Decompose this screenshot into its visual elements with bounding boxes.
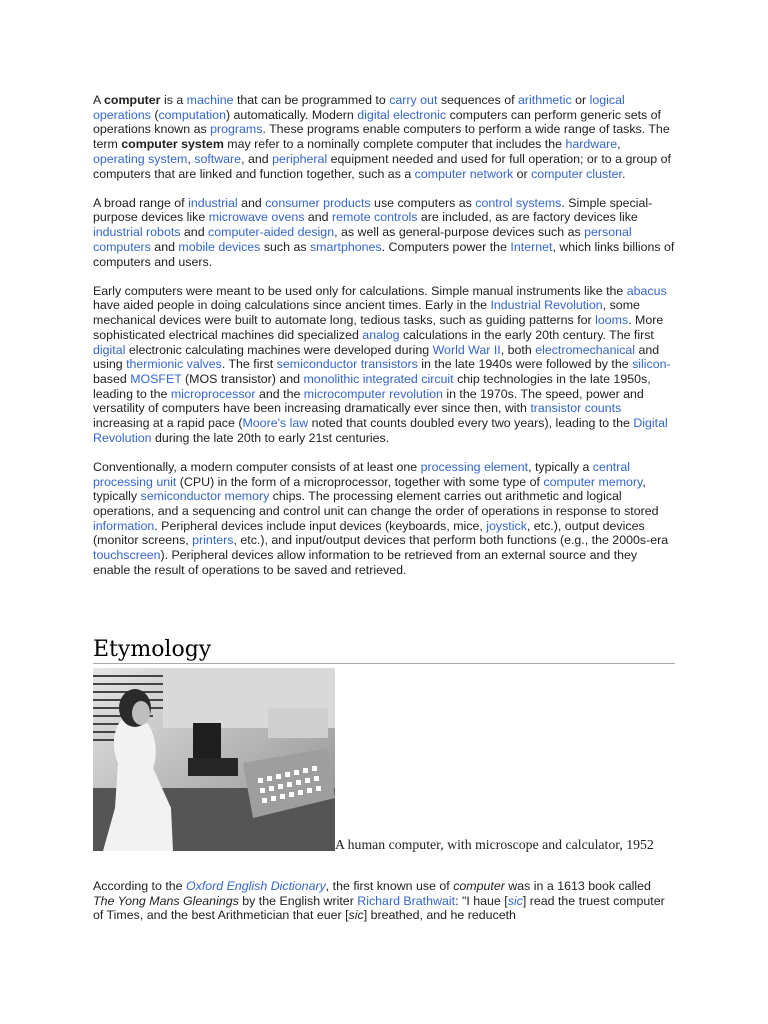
link-silicon[interactable]: silicon- xyxy=(632,357,671,372)
section-heading-etymology: Etymology xyxy=(93,637,212,662)
link-mobile-devices[interactable]: mobile devices xyxy=(178,239,261,254)
link-digital[interactable]: digital xyxy=(93,342,126,357)
link-internet[interactable]: Internet xyxy=(510,239,553,254)
link-oxford-english-dictionary[interactable]: Oxford English Dictionary xyxy=(185,879,326,893)
text: computers can perform generic sets of operations known as xyxy=(93,107,662,137)
link-software[interactable]: software xyxy=(194,151,242,166)
intro-paragraph-3 xyxy=(93,284,675,446)
text: are included, as are factory devices like xyxy=(417,210,638,225)
text: , typically a xyxy=(528,459,593,474)
link-microwave-ovens[interactable]: microwave ovens xyxy=(208,210,305,225)
link-peripheral[interactable]: peripheral xyxy=(272,151,328,166)
text: sequences of xyxy=(437,93,518,107)
link-computer-network[interactable]: computer network xyxy=(414,166,514,181)
text: , as well as general-purpose devices such as xyxy=(334,225,585,240)
text: such as xyxy=(260,239,310,254)
link-consumer-products[interactable]: consumer products xyxy=(265,195,371,210)
text: use computers as xyxy=(370,195,476,210)
link-moores-law[interactable]: Moore's law xyxy=(242,416,309,431)
text: was in a 1613 book called xyxy=(504,879,651,893)
text: , the first known use of xyxy=(325,879,454,893)
text: or xyxy=(571,93,590,107)
link-smartphones[interactable]: smartphones xyxy=(309,239,382,254)
text: , both xyxy=(500,342,536,357)
text: increasing at a rapid pace ( xyxy=(93,416,243,431)
text: have aided people in doing calculations since ancient times. Early in the xyxy=(93,298,491,313)
link-microprocessor[interactable]: microprocessor xyxy=(170,386,256,401)
link-digital-electronic[interactable]: digital electronic xyxy=(357,107,447,122)
photo-caption: A human computer, with microscope and calculator, 1952 xyxy=(335,837,654,852)
text: equipment needed and used for full operation; or to a group of computers that are linked and function together, such as a xyxy=(93,151,671,181)
link-printers[interactable]: printers xyxy=(192,533,234,548)
text: in the 1970s. The speed, power and versatility of computers have been increasing dramatically ever since then, with xyxy=(93,386,644,416)
text: , xyxy=(187,151,195,166)
link-computation[interactable]: computation xyxy=(158,107,226,122)
intro-paragraph-2 xyxy=(93,196,675,270)
text: or xyxy=(513,166,532,181)
link-operating-system[interactable]: operating system xyxy=(93,151,188,166)
link-control-systems[interactable]: control systems xyxy=(475,195,562,210)
link-analog[interactable]: analog xyxy=(362,327,400,342)
link-computer-cluster[interactable]: computer cluster xyxy=(531,166,622,181)
text: According to the xyxy=(93,879,186,893)
text: ) automatically. Modern xyxy=(225,107,358,122)
text: and xyxy=(237,195,266,210)
text: . More sophisticated electrical machines did specialized xyxy=(93,313,664,342)
text: and xyxy=(180,225,209,240)
etymology-paragraph-1 xyxy=(93,879,675,923)
link-computer-memory[interactable]: computer memory xyxy=(543,474,643,489)
text: , which links billions of computers and users. xyxy=(93,239,675,269)
text: during the late 20th to early 21st centuries. xyxy=(151,430,390,445)
text: . Simple special-purpose devices like xyxy=(93,195,653,225)
text: . xyxy=(621,166,626,181)
italic-term-computer: computer xyxy=(453,879,505,893)
bold-term-computer: computer xyxy=(104,93,161,107)
text: . Peripheral devices include input devices (keyboards, mice, xyxy=(154,518,487,533)
heading-divider xyxy=(93,663,675,664)
link-digital-revolution[interactable]: Digital Revolution xyxy=(93,416,668,445)
intro-paragraph-1 xyxy=(93,93,675,181)
text: and xyxy=(304,210,333,225)
link-carry-out[interactable]: carry out xyxy=(389,93,438,107)
link-richard-brathwait[interactable]: Richard Brathwait xyxy=(357,893,456,908)
link-programs[interactable]: programs xyxy=(210,122,263,137)
link-transistor-counts[interactable]: transistor counts xyxy=(530,401,622,416)
link-machine[interactable]: machine xyxy=(186,93,234,107)
text: . These programs enable computers to perform a wide range of tasks. The term xyxy=(93,122,670,152)
bold-term-computer-system: computer system xyxy=(121,137,224,152)
link-remote-controls[interactable]: remote controls xyxy=(332,210,418,225)
italic-book-title: The Yong Mans Gleanings xyxy=(93,893,239,908)
link-hardware[interactable]: hardware xyxy=(565,137,618,152)
link-abacus[interactable]: abacus xyxy=(626,283,667,298)
text: , and xyxy=(241,151,273,166)
link-arithmetic[interactable]: arithmetic xyxy=(517,93,572,107)
text: may refer to a nominally complete computer that includes the xyxy=(223,137,566,152)
text: that can be programmed to xyxy=(233,93,390,107)
link-industrial-revolution[interactable]: Industrial Revolution xyxy=(490,298,603,313)
text: (MOS transistor) and xyxy=(181,371,304,386)
text: A broad range of xyxy=(93,195,189,210)
text: ] breathed, and he reduceth xyxy=(363,908,516,923)
text: and xyxy=(150,239,179,254)
link-semiconductor-transistors[interactable]: semiconductor transistors xyxy=(276,357,418,372)
link-thermionic-valves[interactable]: thermionic valves xyxy=(126,357,222,372)
link-world-war-ii[interactable]: World War II xyxy=(432,342,501,357)
italic-sic: sic xyxy=(348,908,364,923)
text: , typically xyxy=(93,474,646,504)
text: by the English writer xyxy=(238,893,358,908)
link-central-processing-unit[interactable]: central processing unit xyxy=(93,459,630,489)
link-electromechanical[interactable]: electromechanical xyxy=(535,342,636,357)
text: . Computers power the xyxy=(381,239,511,254)
text: chips. The processing element carries out arithmetic and logical operations, and a sequencing and control unit can change the order of operations in response to stored xyxy=(93,489,659,519)
intro-paragraph-4 xyxy=(93,460,675,578)
link-computer-aided-design[interactable]: computer-aided design xyxy=(208,225,335,240)
text: electronic calculating machines were developed during xyxy=(125,342,433,357)
link-touchscreen[interactable]: touchscreen xyxy=(93,548,161,563)
text: ). Peripheral devices allow information to be retrieved from an external source and they enable the result of operations to be saved and retrieved. xyxy=(93,548,638,577)
text: (CPU) in the form of a microprocessor, together with some type of xyxy=(176,474,544,489)
text: ( xyxy=(150,107,159,122)
link-looms[interactable]: looms xyxy=(595,313,629,328)
text: A xyxy=(93,93,105,107)
text: and the xyxy=(255,386,304,401)
text: and using xyxy=(93,342,660,372)
text: ] read the truest computer of Times, and the best Arithmetician that euer [ xyxy=(93,893,665,923)
link-mosfet[interactable]: MOSFET xyxy=(130,371,182,386)
link-semiconductor-memory[interactable]: semiconductor memory xyxy=(140,489,270,504)
text: chip technologies in the late 1950s, leading to the xyxy=(93,371,651,401)
link-joystick[interactable]: joystick xyxy=(486,518,527,533)
text: Early computers were meant to be used only for calculations. Simple manual instruments like the xyxy=(93,283,627,298)
link-information[interactable]: information xyxy=(93,518,155,533)
text: , etc.), and input/output devices that perform both functions (e.g., the 2000s-era xyxy=(233,533,669,548)
text: , xyxy=(617,137,621,152)
article-body xyxy=(93,93,675,592)
link-processing-element[interactable]: processing element xyxy=(420,459,529,474)
link-logical-operations[interactable]: logical operations xyxy=(93,93,625,122)
text: calculations in the early 20th century. The first xyxy=(399,327,654,342)
link-microcomputer-revolution[interactable]: microcomputer revolution xyxy=(303,386,443,401)
link-sic[interactable]: sic xyxy=(507,893,523,908)
link-monolithic-integrated-circuit[interactable]: monolithic integrated circuit xyxy=(303,371,454,386)
link-industrial-robots[interactable]: industrial robots xyxy=(93,225,181,240)
link-industrial[interactable]: industrial xyxy=(188,195,238,210)
text: in the late 1940s were followed by the xyxy=(417,357,633,372)
link-personal-computers[interactable]: personal computers xyxy=(93,225,632,254)
text: , some mechanical devices were built to automate long, tedious tasks, such as guiding patterns for xyxy=(93,298,640,328)
text: noted that counts doubled every two years), leading to the xyxy=(308,416,634,431)
human-computer-photo xyxy=(93,668,335,851)
text: Conventionally, a modern computer consists of at least one xyxy=(93,459,421,474)
text: : "I haue [ xyxy=(455,893,508,908)
text: based xyxy=(93,371,131,386)
text: . The first xyxy=(221,357,277,372)
text: is a xyxy=(160,93,187,107)
text: , etc.), output devices (monitor screens, xyxy=(93,518,645,548)
